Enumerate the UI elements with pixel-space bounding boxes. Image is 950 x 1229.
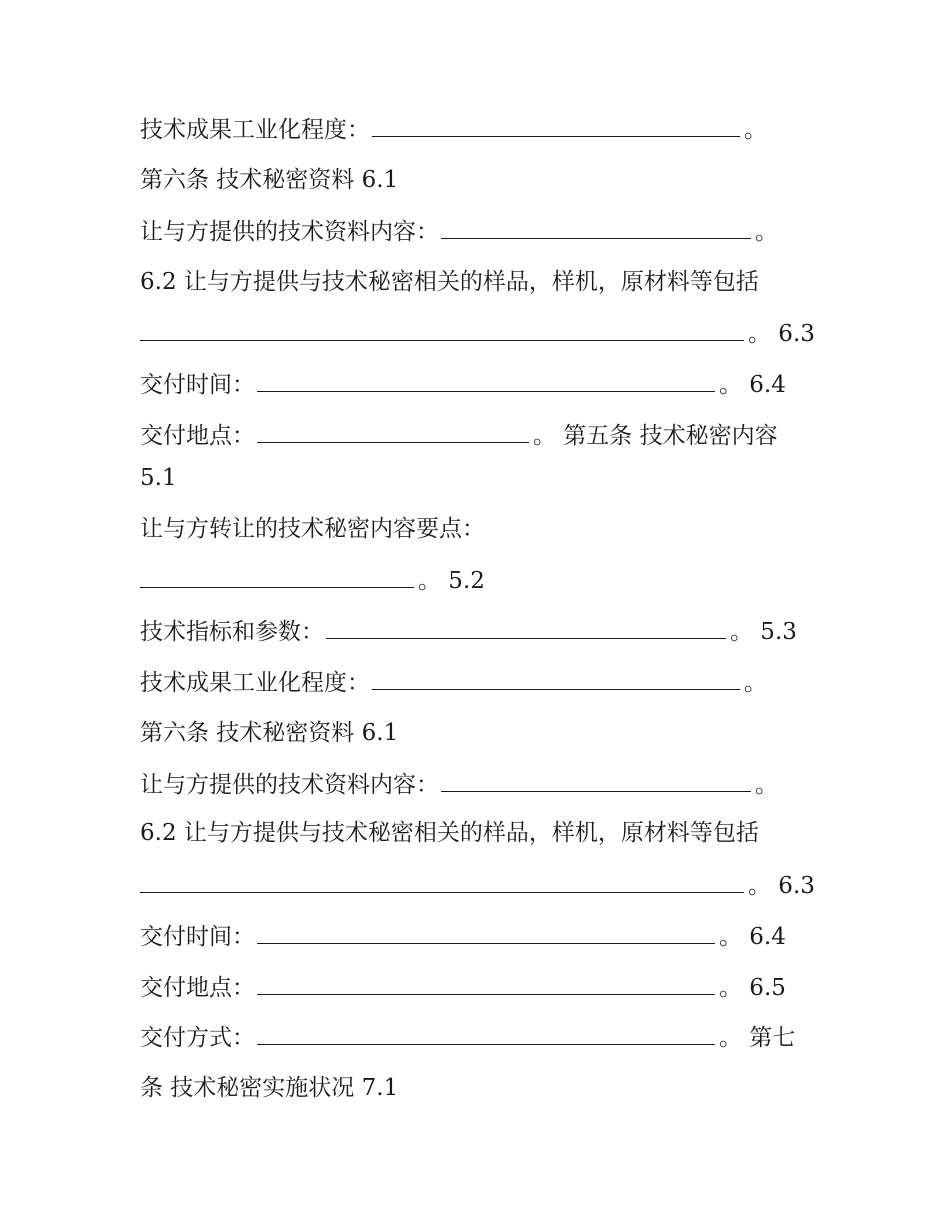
- fill-in-blank[interactable]: [257, 369, 715, 392]
- fill-in-blank[interactable]: [372, 114, 740, 137]
- text-line: [140, 921, 810, 952]
- line-text: 条 技术秘密实施状况 7.1: [140, 1075, 399, 1101]
- line-end: 。 6.5: [719, 975, 786, 1001]
- line-end: 。 6.3: [748, 873, 815, 899]
- line-end: 。: [755, 219, 778, 245]
- line-end: 。: [755, 772, 778, 798]
- line-end: 。 6.4: [719, 924, 786, 950]
- fill-in-blank[interactable]: [140, 318, 744, 341]
- line-end: 。: [744, 670, 767, 696]
- text-line: [140, 369, 810, 400]
- fill-in-blank[interactable]: [140, 870, 744, 893]
- text-line: [140, 514, 810, 544]
- text-line: [140, 616, 810, 647]
- text-line: [140, 165, 810, 195]
- text-line: [140, 565, 810, 596]
- line-end: 。 6.3: [748, 321, 815, 347]
- line-text: 技术指标和参数：: [140, 619, 324, 645]
- line-text: 让与方转让的技术秘密内容要点：: [140, 516, 485, 542]
- line-text: 交付时间：: [140, 372, 255, 398]
- line-text: 交付地点：: [140, 975, 255, 1001]
- section-heading: 第六条 技术秘密资料 6.1: [140, 720, 399, 746]
- fill-in-blank[interactable]: [257, 972, 715, 995]
- line-end: 。 第七: [719, 1025, 796, 1051]
- text-line: [140, 769, 810, 800]
- text-line: [140, 267, 810, 297]
- text-line: [140, 667, 810, 698]
- line-end: 。 5.2: [418, 568, 485, 594]
- fill-in-blank[interactable]: [140, 565, 414, 588]
- fill-in-blank[interactable]: [257, 921, 715, 944]
- text-line: [140, 318, 815, 349]
- text-line: [140, 870, 815, 901]
- section-heading: 第六条 技术秘密资料 6.1: [140, 167, 399, 193]
- fill-in-blank[interactable]: [257, 1022, 715, 1045]
- text-line: [140, 114, 810, 145]
- fill-in-blank[interactable]: [257, 420, 529, 443]
- line-text: 交付地点：: [140, 423, 255, 449]
- line-end: 。 5.3: [730, 619, 797, 645]
- line-text: 交付方式：: [140, 1025, 255, 1051]
- line-text: 技术成果工业化程度：: [140, 670, 370, 696]
- fill-in-blank[interactable]: [441, 769, 751, 792]
- text-line: [140, 216, 810, 247]
- text-line: [140, 420, 810, 451]
- text-line: [140, 718, 810, 748]
- text-line: [140, 1022, 810, 1053]
- line-text: 交付时间：: [140, 924, 255, 950]
- text-line: [140, 1073, 810, 1103]
- fill-in-blank[interactable]: [372, 667, 740, 690]
- text-line: [140, 463, 810, 493]
- text-line: [140, 818, 810, 848]
- line-text: 技术成果工业化程度：: [140, 117, 370, 143]
- line-text: 让与方提供的技术资料内容：: [140, 219, 439, 245]
- line-text: 6.2 让与方提供与技术秘密相关的样品，样机，原材料等包括: [140, 269, 759, 295]
- fill-in-blank[interactable]: [441, 216, 751, 239]
- fill-in-blank[interactable]: [326, 616, 726, 639]
- line-end: 。 第五条 技术秘密内容: [533, 423, 778, 449]
- line-text: 让与方提供的技术资料内容：: [140, 772, 439, 798]
- line-end: 。 6.4: [719, 372, 786, 398]
- line-text: 5.1: [140, 465, 177, 491]
- line-text: 6.2 让与方提供与技术秘密相关的样品，样机，原材料等包括: [140, 820, 759, 846]
- line-end: 。: [744, 117, 767, 143]
- text-line: [140, 972, 810, 1003]
